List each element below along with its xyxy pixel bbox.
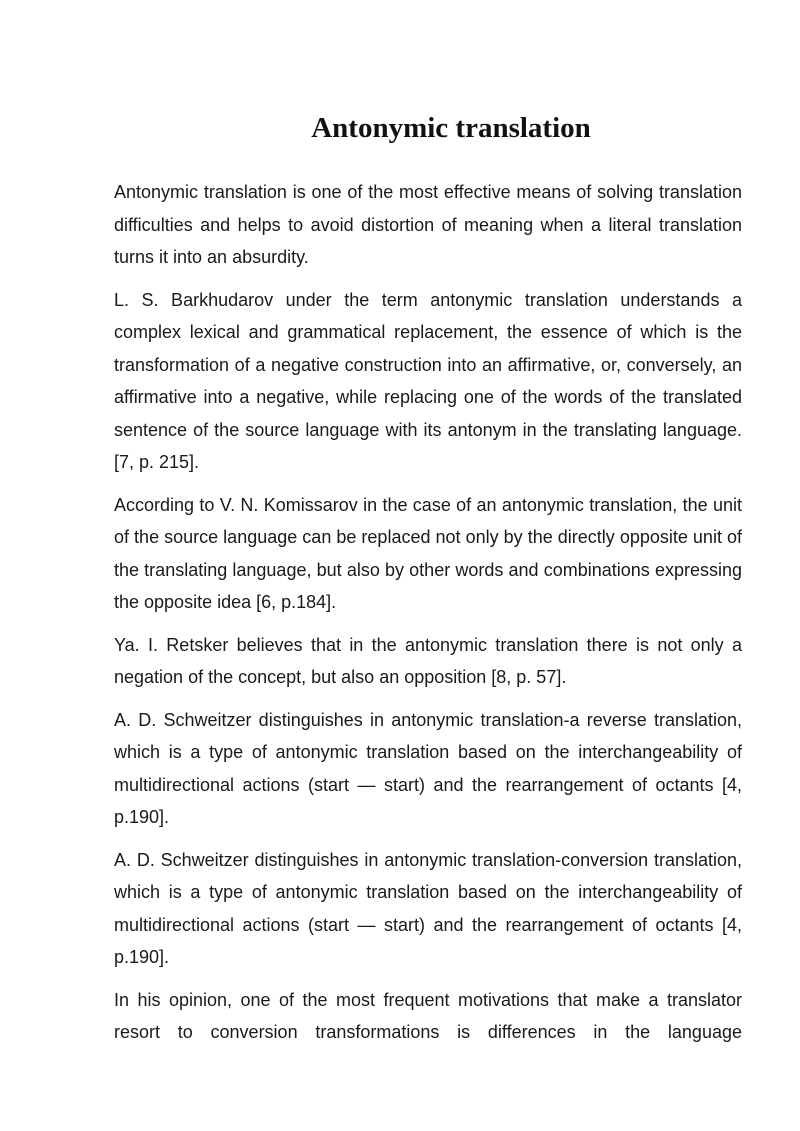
paragraph: According to V. N. Komissarov in the case of an antonymic translation, the unit of the source language can be replaced not only by the directly opposite unit of the translating language, but also by other words and combinations expressing the opposite idea [6, p.184]. [114,494,742,612]
paragraph: L. S. Barkhudarov under the term antonymic translation understands a complex lexical and grammatical replacement, the essence of which is the transformation of a negative construction into an affirmative, or, conversely, an affirmative into a negative, while replacing one of the words of the translated sentence of the source language with its antonym in the translating language. [7, p. 215]. [114,289,742,472]
page-title: Antonymic translation [311,112,591,144]
paragraph: A. D. Schweitzer distinguishes in antonymic translation-a reverse translation, which is a type of antonymic translation based on the interchangeability of multidirectional actions (start — start) and the rearrangement of octants [4, p.190]. [114,709,742,827]
paragraph: Antonymic translation is one of the most effective means of solving translation difficulties and helps to avoid distortion of meaning when a literal translation turns it into an absurdity. [114,182,742,267]
paragraph: In his opinion, one of the most frequent motivations that make a translator resort to conversion transformations is differences in the language [114,989,742,1042]
paragraph: A. D. Schweitzer distinguishes in antonymic translation-conversion translation, which is a type of antonymic translation based on the interchangeability of multidirectional actions (start — start) and the rearrangement of octants [4, p.190]. [114,849,742,967]
paragraph: Ya. I. Retsker believes that in the antonymic translation there is not only a negation of the concept, but also an opposition [8, p. 57]. [114,634,742,687]
document-body [114,176,742,1059]
